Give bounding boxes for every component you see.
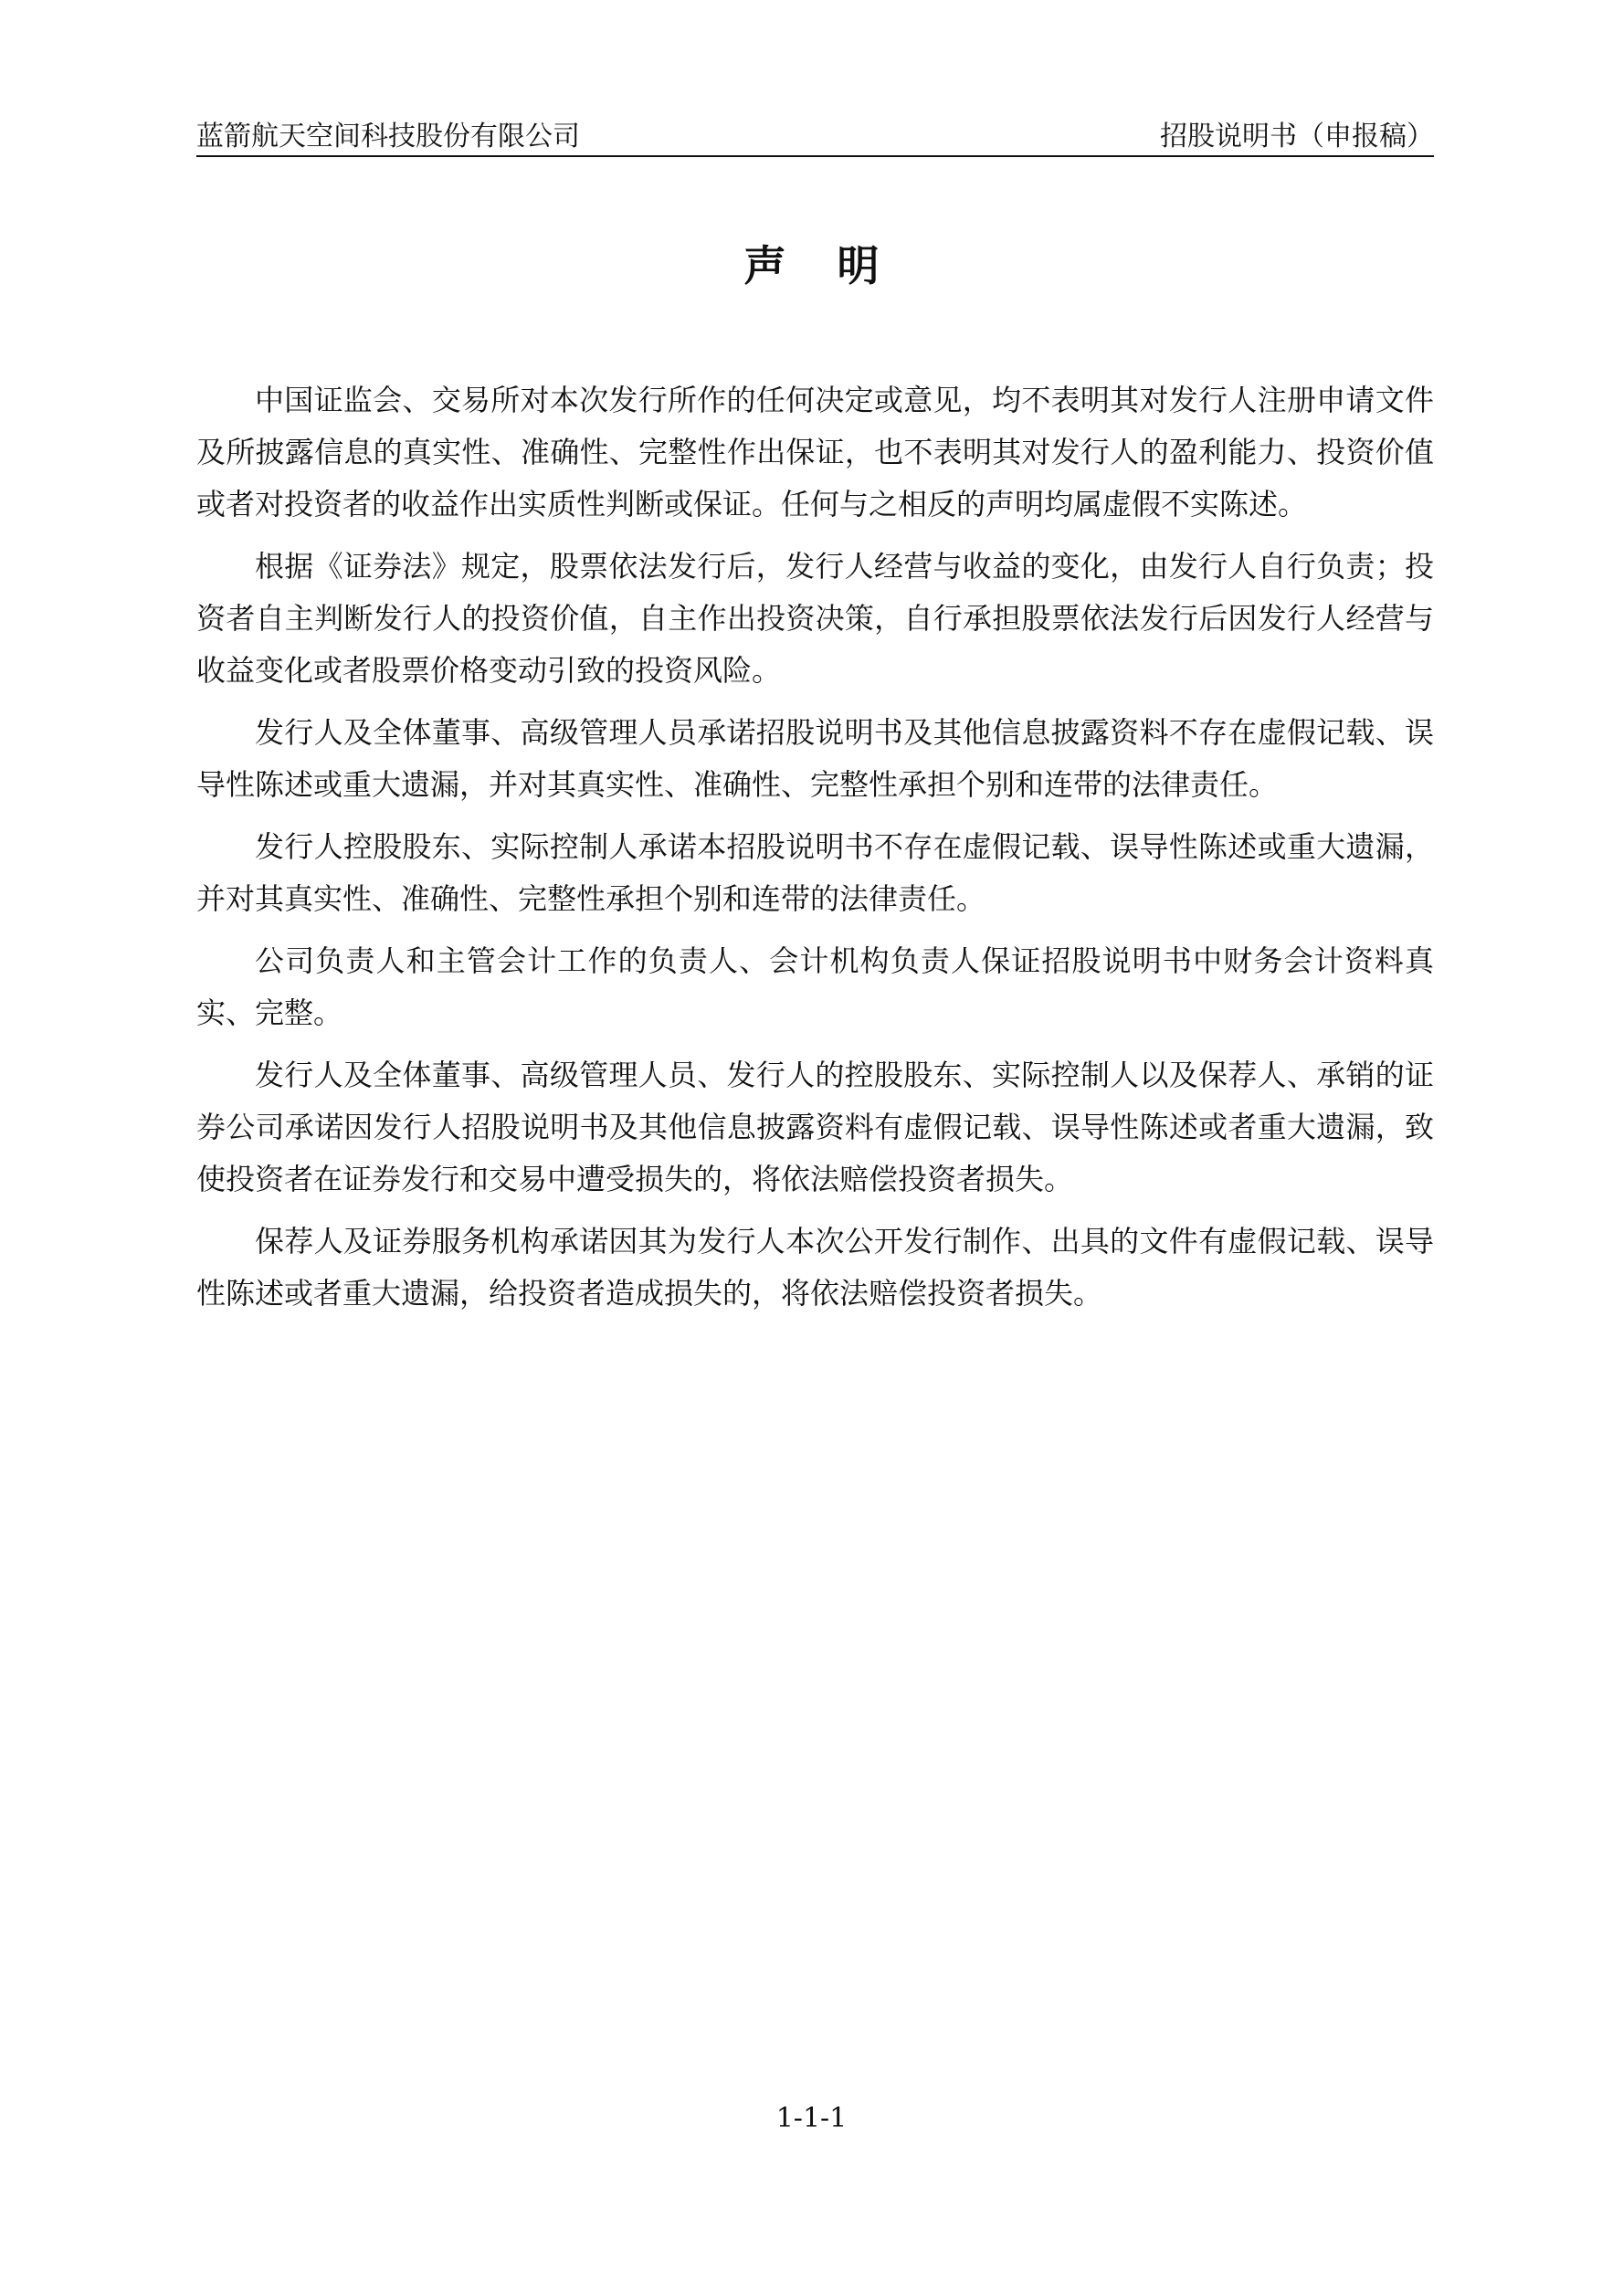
paragraph: 发行人及全体董事、高级管理人员、发行人的控股股东、实际控制人以及保荐人、承销的证券公司承诺因发行人招股说明书及其他信息披露资料有虚假记载、误导性陈述或者重大遗漏，致使投资者在证券发行和交易中遭受损失的，将依法赔偿投资者损失。 [196,1058,1434,1196]
paragraph: 根据《证券法》规定，股票依法发行后，发行人经营与收益的变化，由发行人自行负责；投资者自主判断发行人的投资价值，自主作出投资决策，自行承担股票依法发行后因发行人经营与收益变化或者股票价格变动引致的投资风险。 [196,549,1434,688]
paragraph: 中国证监会、交易所对本次发行所作的任何决定或意见，均不表明其对发行人注册申请文件及所披露信息的真实性、准确性、完整性作出保证，也不表明其对发行人的盈利能力、投资价值或者对投资者的收益作出实质性判断或保证。任何与之相反的声明均属虚假不实陈述。 [196,383,1434,521]
header-company-name: 蓝箭航天空间科技股份有限公司 [196,121,580,153]
paragraph: 发行人控股股东、实际控制人承诺本招股说明书不存在虚假记载、误导性陈述或重大遗漏，并对其真实性、准确性、完整性承担个别和连带的法律责任。 [196,829,1434,916]
header-divider [196,155,1434,157]
page-header [196,111,1434,155]
page-number: 1-1-1 [775,2102,848,2134]
page-title: 声明 [743,240,931,290]
paragraph: 公司负责人和主管会计工作的负责人、会计机构负责人保证招股说明书中财务会计资料真实、完整。 [196,943,1434,1030]
statement-body [196,374,1434,1330]
paragraph: 保荐人及证券服务机构承诺因其为发行人本次公开发行制作、出具的文件有虚假记载、误导性陈述或者重大遗漏，给投资者造成损失的，将依法赔偿投资者损失。 [196,1224,1434,1311]
paragraph: 发行人及全体董事、高级管理人员承诺招股说明书及其他信息披露资料不存在虚假记载、误导性陈述或重大遗漏，并对其真实性、准确性、完整性承担个别和连带的法律责任。 [196,715,1434,802]
header-document-type: 招股说明书（申报稿） [1160,121,1434,153]
